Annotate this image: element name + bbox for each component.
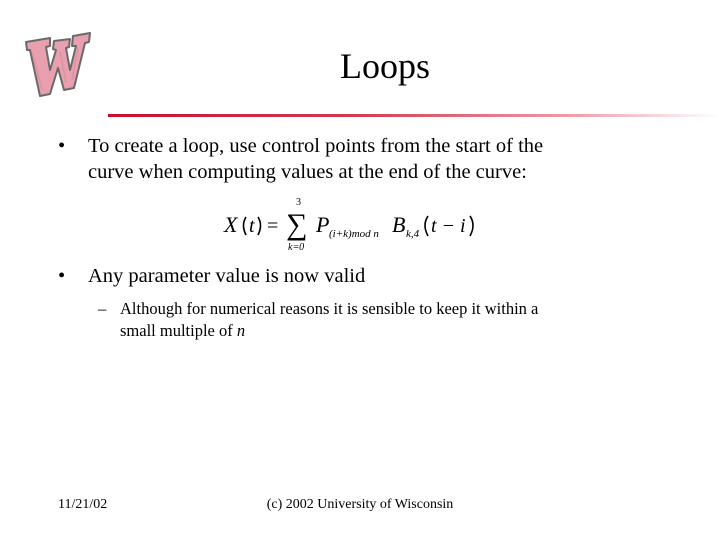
footer-copyright: (c) 2002 University of Wisconsin: [266, 497, 454, 512]
title-divider: [108, 114, 720, 117]
formula-p-subscript: (i+k)mod n: [329, 228, 379, 240]
sub-bullet-text: [120, 298, 640, 342]
sub-bullet-text-plain: small multiple of: [120, 321, 237, 340]
bullet-text: [88, 133, 668, 185]
sub-bullet-text-line: Although for numerical reasons it is sensible to keep it within a: [120, 299, 539, 318]
bullet-text-line: curve when computing values at the end of the curve:: [88, 161, 527, 183]
formula-lhs-func: X: [224, 212, 238, 237]
formula-sum-lower: k=0: [288, 242, 305, 253]
formula-b: B: [392, 212, 406, 237]
sub-bullet-text-italic: n: [236, 321, 246, 340]
formula-b-subscript: k,4: [406, 228, 420, 240]
formula-rhs-arg: t − i: [431, 215, 466, 237]
formula-equals: =: [267, 215, 279, 237]
sub-bullet-text-line: [120, 320, 640, 342]
formula-sigma: ∑: [286, 208, 308, 241]
bullet-marker: •: [58, 135, 66, 157]
formula-p: P: [316, 212, 330, 237]
formula-sum-upper: 3: [296, 197, 301, 208]
formula-lhs-arg: t: [249, 215, 255, 237]
loop-formula: [222, 192, 482, 258]
footer-date: 11/21/02: [58, 497, 108, 512]
sub-bullet-marker: –: [98, 299, 107, 318]
slide-title: Loops: [340, 46, 430, 86]
bullet-text-line: To create a loop, use control points from the start of the: [88, 135, 544, 157]
bullet-text: Any parameter value is now valid: [88, 265, 366, 287]
bullet-marker: •: [58, 265, 66, 287]
wisconsin-w-logo-icon: [20, 30, 94, 100]
